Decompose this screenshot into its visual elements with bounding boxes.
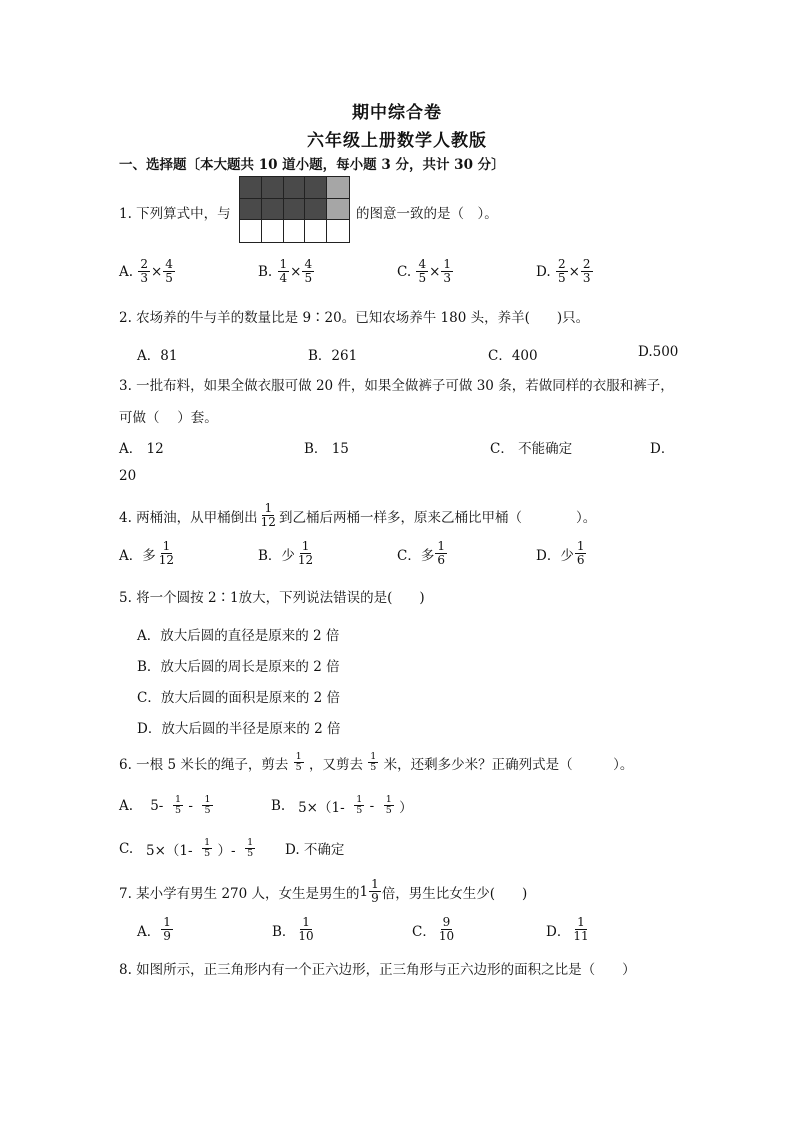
- fraction-denominator: 5: [247, 848, 254, 859]
- section-heading: 一、选择题〔本大题共 10 道小题，每小题 3 分，共计 30 分〕: [119, 157, 505, 173]
- fraction-denominator: 5: [295, 762, 302, 773]
- option-label: B.: [271, 797, 286, 814]
- q4-option-a[interactable]: [119, 540, 177, 567]
- fraction-denominator: 5: [557, 271, 566, 285]
- option-label: D．少: [536, 547, 574, 564]
- q6-option-d[interactable]: D. 不确定: [285, 842, 345, 858]
- fraction-numerator: 1: [385, 794, 392, 805]
- fraction-denominator: 3: [582, 271, 591, 285]
- grid-cell-white: [284, 220, 306, 242]
- grid-cell-light: [327, 177, 349, 199]
- fraction-denominator: 5: [370, 762, 377, 773]
- fraction-numerator: 1: [279, 257, 288, 271]
- q3-option-c[interactable]: C． 不能确定: [490, 441, 573, 457]
- fraction-numerator: 1: [371, 877, 379, 891]
- option-label: B．: [272, 923, 296, 940]
- page-title: 期中综合卷: [352, 103, 442, 123]
- option-label: D.: [536, 263, 551, 280]
- fraction-denominator: 12: [158, 553, 175, 567]
- q1-option-b[interactable]: [258, 258, 315, 285]
- q2-stem: 2. 农场养的牛与羊的数量比是 9∶20。已知农场养牛 180 头，养羊( )只。: [119, 310, 590, 326]
- q5-option-d[interactable]: D．放大后圆的半径是原来的 2 倍: [137, 721, 341, 737]
- option-label: C．多: [397, 547, 435, 564]
- q2-option-c[interactable]: C．400: [488, 348, 538, 364]
- q5-option-c[interactable]: C．放大后圆的面积是原来的 2 倍: [137, 690, 341, 706]
- fraction-numerator: 2: [557, 257, 566, 271]
- fraction-denominator: 5: [385, 805, 392, 816]
- q5-stem: 5. 将一个圆按 2∶1放大，下列说法错误的是( ): [119, 590, 425, 606]
- grid-cell-dark: [240, 177, 262, 199]
- q7-stem-before: 7. 某小学有男生 270 人，女生是男生的: [119, 885, 360, 902]
- fraction-denominator: 10: [298, 929, 314, 943]
- q8-stem: 8. 如图所示，正三角形内有一个正六边形，正三角形与正六边形的面积之比是（ ）: [119, 962, 636, 978]
- fraction-denominator: 12: [260, 515, 276, 529]
- grid-cell-white: [305, 220, 327, 242]
- fraction-numerator: 4: [165, 257, 173, 271]
- fraction-numerator: 2: [140, 257, 148, 271]
- fraction-denominator: 5: [204, 805, 211, 816]
- fraction-numerator: 1: [204, 794, 211, 805]
- q6-c-expr-2: ）-: [217, 842, 236, 859]
- q2-option-b[interactable]: B．261: [308, 348, 358, 364]
- q7-option-a[interactable]: [137, 916, 174, 943]
- fraction-denominator: 5: [204, 848, 211, 859]
- fraction-denominator: 9: [371, 891, 379, 905]
- fraction-denominator: 6: [576, 553, 585, 567]
- fraction-denominator: 3: [443, 271, 452, 285]
- grid-cell-light: [327, 199, 349, 221]
- fraction-denominator: 9: [163, 929, 171, 943]
- fraction-denominator: 5: [304, 271, 313, 285]
- option-label: A.: [119, 797, 134, 814]
- option-label: B.: [258, 263, 273, 280]
- q3-stem-line1: 3. 一批布料，如果全做衣服可做 20 件，如果全做裤子可做 30 条，若做同样的衣服和裤子，: [119, 378, 674, 394]
- fraction-numerator: 1: [204, 837, 211, 848]
- q3-option-b[interactable]: B． 15: [304, 441, 349, 457]
- fraction-denominator: 12: [297, 553, 314, 567]
- q2-option-a[interactable]: A．81: [137, 348, 178, 364]
- q6-b-expr-1: 5×（1-: [298, 799, 345, 816]
- q1-option-c[interactable]: [397, 258, 454, 285]
- grid-cell-dark: [262, 177, 284, 199]
- times-sign: ×: [568, 263, 580, 280]
- times-sign: ×: [290, 263, 302, 280]
- grid-cell-dark: [262, 199, 284, 221]
- fraction-numerator: 1: [356, 794, 363, 805]
- fraction-numerator: 1: [162, 539, 171, 553]
- q4-option-b[interactable]: [258, 540, 316, 567]
- option-label: D．: [546, 923, 571, 940]
- fraction-denominator: 10: [438, 929, 455, 943]
- grid-cell-dark: [305, 199, 327, 221]
- option-label: A．多: [119, 547, 156, 564]
- fraction-numerator: 1: [295, 751, 302, 762]
- fraction-numerator: 1: [302, 915, 310, 929]
- q7-option-b[interactable]: [272, 916, 317, 943]
- fraction-denominator: 5: [165, 271, 173, 285]
- q7-stem-after: 倍，男生比女生少( ): [381, 885, 528, 902]
- fraction-numerator: 4: [304, 257, 313, 271]
- fraction-numerator: 1: [163, 915, 171, 929]
- grid-cell-dark: [240, 199, 262, 221]
- q6-option-c[interactable]: [119, 838, 256, 859]
- q7-option-c[interactable]: [412, 916, 457, 943]
- q1-grid-figure: [239, 176, 350, 243]
- fraction-numerator: 1: [576, 539, 585, 553]
- q4-option-c[interactable]: [397, 540, 448, 567]
- q6-b-expr-2: -: [369, 797, 375, 814]
- fraction-numerator: 1: [577, 915, 585, 929]
- grid-cell-white: [262, 220, 284, 242]
- fraction-denominator: 5: [418, 271, 427, 285]
- q4-stem-before: 4. 两桶油，从甲桶倒出: [119, 509, 258, 526]
- fraction-denominator: 4: [279, 271, 288, 285]
- q4-stem-after: 到乙桶后两桶一样多，原来乙桶比甲桶（ ）。: [278, 509, 597, 526]
- q6-b-expr-3: ）: [399, 799, 413, 816]
- times-sign: ×: [150, 263, 163, 280]
- times-sign: ×: [429, 263, 441, 280]
- q2-option-d[interactable]: D.500: [638, 344, 679, 360]
- q7-stem: [119, 878, 527, 905]
- fraction-numerator: 1: [443, 257, 452, 271]
- fraction-numerator: 1: [370, 751, 377, 762]
- option-label: B．少: [258, 547, 295, 564]
- fraction-numerator: 1: [174, 794, 182, 805]
- fraction-denominator: 11: [573, 929, 589, 943]
- fraction-numerator: 1: [301, 539, 310, 553]
- q1-option-d[interactable]: [536, 258, 594, 285]
- fraction-denominator: 6: [437, 553, 445, 567]
- fraction-denominator: 3: [140, 271, 148, 285]
- fraction-numerator: 9: [442, 915, 451, 929]
- q1-stem-after: 的图意一致的是（ ）。: [356, 206, 498, 222]
- fraction-numerator: 1: [437, 539, 445, 553]
- q3-stem-line2: 可做（ ）套。: [119, 410, 218, 426]
- q6-a-expr-2: -: [188, 797, 193, 814]
- q6-stem-part3: 米，还剩多少米？正确列式是（ ）。: [383, 756, 634, 773]
- q6-stem-part2: ，又剪去: [308, 756, 363, 773]
- q3-option-d-value: 20: [119, 468, 137, 484]
- fraction-numerator: 1: [247, 837, 254, 848]
- fraction-denominator: 5: [174, 805, 182, 816]
- grid-cell-white: [327, 220, 349, 242]
- q6-stem-part1: 6. 一根 5 米长的绳子，剪去: [119, 756, 289, 773]
- grid-cell-dark: [305, 177, 327, 199]
- q3-option-d[interactable]: D．: [650, 441, 675, 457]
- q3-option-a[interactable]: A． 12: [119, 441, 164, 457]
- q6-a-expr-1: 5-: [150, 797, 164, 814]
- q6-c-expr-1: 5×（1-: [146, 842, 193, 859]
- q1-stem-before: 1. 下列算式中，与: [119, 206, 231, 222]
- fraction-numerator: 2: [582, 257, 591, 271]
- q7-option-d[interactable]: [546, 916, 592, 943]
- mixed-number: [360, 878, 382, 905]
- q6-stem: [119, 752, 633, 773]
- option-label: C．: [412, 923, 436, 940]
- option-label: A.: [119, 263, 134, 280]
- fraction-numerator: 1: [264, 501, 273, 515]
- page-subtitle: 六年级上册数学人教版: [307, 131, 487, 151]
- q6-option-a[interactable]: [119, 795, 214, 816]
- option-label: A．: [137, 923, 161, 940]
- grid-cell-white: [240, 220, 262, 242]
- grid-cell-dark: [284, 177, 306, 199]
- grid-cell-dark: [284, 199, 306, 221]
- q4-stem: [119, 502, 596, 529]
- q5-option-b[interactable]: B．放大后圆的周长是原来的 2 倍: [137, 659, 340, 675]
- mixed-whole: 1: [359, 883, 369, 900]
- q6-option-b[interactable]: [271, 795, 413, 816]
- fraction-numerator: 4: [418, 257, 427, 271]
- q1-option-a[interactable]: [119, 258, 176, 285]
- option-label: C.: [397, 263, 412, 280]
- q4-option-d[interactable]: [536, 540, 587, 567]
- option-label: C.: [119, 840, 134, 857]
- q5-option-a[interactable]: A．放大后圆的直径是原来的 2 倍: [137, 628, 340, 644]
- fraction-denominator: 5: [356, 805, 363, 816]
